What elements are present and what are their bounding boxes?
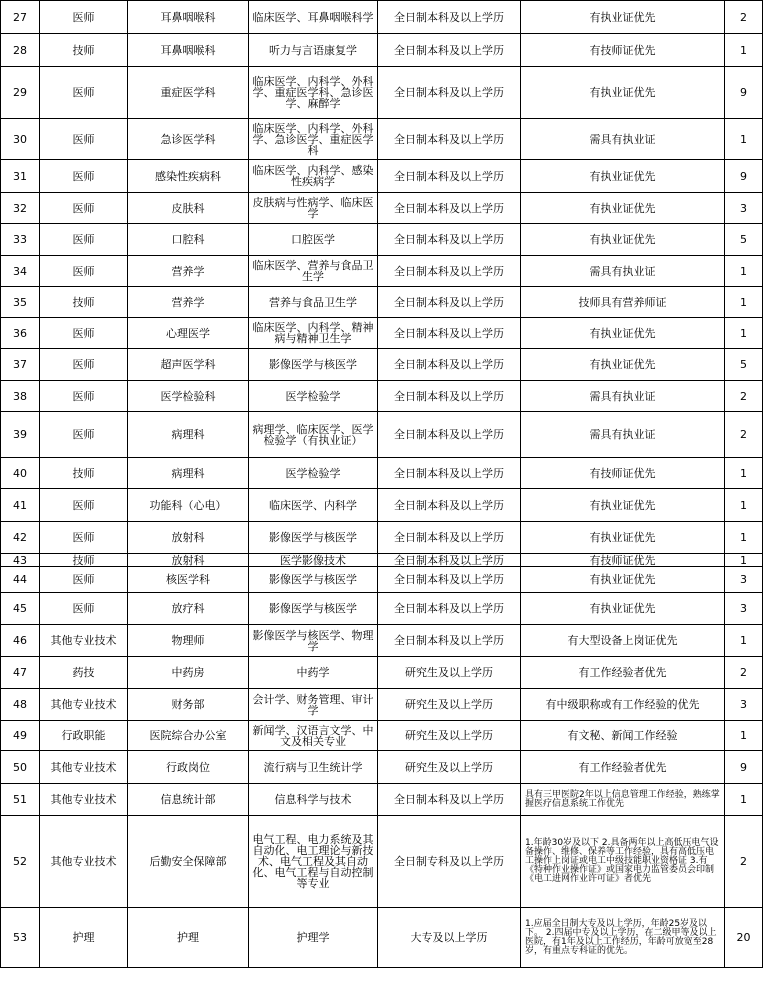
- department-cell: 耳鼻咽喉科: [128, 1, 249, 34]
- row-number-cell: 49: [1, 721, 40, 751]
- other-requirement-cell: 有执业证优先: [521, 567, 725, 593]
- position-type-cell: 医师: [40, 224, 128, 256]
- table-row: [1, 458, 763, 489]
- headcount-cell: 1: [725, 287, 763, 318]
- headcount-cell: 1: [725, 721, 763, 751]
- other-requirement-cell: 有大型设备上岗证优先: [521, 625, 725, 657]
- education-requirement-cell: 全日制本科及以上学历: [378, 489, 521, 522]
- other-requirement-cell: 有执业证优先: [521, 593, 725, 625]
- other-requirement-cell: 需具有执业证: [521, 412, 725, 458]
- education-requirement-cell: 全日制本科及以上学历: [378, 567, 521, 593]
- major-requirement-cell: 临床医学、耳鼻咽喉科学: [249, 1, 378, 34]
- department-cell: 财务部: [128, 689, 249, 721]
- position-type-cell: 其他专业技术: [40, 784, 128, 816]
- table-row: [1, 689, 763, 721]
- row-number-cell: 47: [1, 657, 40, 689]
- department-cell: 放射科: [128, 554, 249, 567]
- position-type-cell: 医师: [40, 1, 128, 34]
- education-requirement-cell: 全日制专科及以上学历: [378, 816, 521, 908]
- major-requirement-cell: 口腔医学: [249, 224, 378, 256]
- row-number-cell: 41: [1, 489, 40, 522]
- department-cell: 医院综合办公室: [128, 721, 249, 751]
- headcount-cell: 3: [725, 593, 763, 625]
- other-requirement-cell: 有执业证优先: [521, 318, 725, 349]
- table-row: [1, 34, 763, 67]
- other-requirement-cell: 有执业证优先: [521, 522, 725, 554]
- department-cell: 重症医学科: [128, 67, 249, 119]
- row-number-cell: 44: [1, 567, 40, 593]
- headcount-cell: 1: [725, 625, 763, 657]
- table-row: [1, 593, 763, 625]
- headcount-cell: 1: [725, 119, 763, 160]
- table-row: [1, 287, 763, 318]
- headcount-cell: 1: [725, 318, 763, 349]
- major-requirement-cell: 影像医学与核医学: [249, 567, 378, 593]
- education-requirement-cell: 全日制本科及以上学历: [378, 256, 521, 287]
- department-cell: 后勤安全保障部: [128, 816, 249, 908]
- education-requirement-cell: 研究生及以上学历: [378, 689, 521, 721]
- department-cell: 核医学科: [128, 567, 249, 593]
- other-requirement-cell: 技师具有营养师证: [521, 287, 725, 318]
- education-requirement-cell: 全日制本科及以上学历: [378, 625, 521, 657]
- major-requirement-cell: 会计学、财务管理、审计学: [249, 689, 378, 721]
- department-cell: 心理医学: [128, 318, 249, 349]
- education-requirement-cell: 全日制本科及以上学历: [378, 349, 521, 381]
- department-cell: 信息统计部: [128, 784, 249, 816]
- table-row: [1, 381, 763, 412]
- headcount-cell: 2: [725, 657, 763, 689]
- department-cell: 耳鼻咽喉科: [128, 34, 249, 67]
- row-number-cell: 50: [1, 751, 40, 784]
- position-type-cell: 医师: [40, 119, 128, 160]
- major-requirement-cell: 医学检验学: [249, 458, 378, 489]
- headcount-cell: 5: [725, 224, 763, 256]
- headcount-cell: 2: [725, 816, 763, 908]
- department-cell: 超声医学科: [128, 349, 249, 381]
- other-requirement-cell: 具有三甲医院2年以上信息管理工作经验，熟练掌握医疗信息系统工作优先: [521, 784, 725, 816]
- major-requirement-cell: 听力与言语康复学: [249, 34, 378, 67]
- major-requirement-cell: 信息科学与技术: [249, 784, 378, 816]
- education-requirement-cell: 全日制本科及以上学历: [378, 160, 521, 193]
- row-number-cell: 42: [1, 522, 40, 554]
- education-requirement-cell: 全日制本科及以上学历: [378, 318, 521, 349]
- headcount-cell: 9: [725, 67, 763, 119]
- education-requirement-cell: 研究生及以上学历: [378, 721, 521, 751]
- position-type-cell: 技师: [40, 458, 128, 489]
- position-type-cell: 医师: [40, 381, 128, 412]
- major-requirement-cell: 临床医学、内科学: [249, 489, 378, 522]
- education-requirement-cell: 全日制本科及以上学历: [378, 784, 521, 816]
- other-requirement-cell: 有中级职称或有工作经验的优先: [521, 689, 725, 721]
- major-requirement-cell: 医学检验学: [249, 381, 378, 412]
- headcount-cell: 1: [725, 784, 763, 816]
- major-requirement-cell: 医学影像技术: [249, 554, 378, 567]
- headcount-cell: 1: [725, 554, 763, 567]
- table-row: [1, 160, 763, 193]
- table-row: [1, 657, 763, 689]
- department-cell: 行政岗位: [128, 751, 249, 784]
- headcount-cell: 3: [725, 567, 763, 593]
- other-requirement-cell: 有执业证优先: [521, 349, 725, 381]
- department-cell: 中药房: [128, 657, 249, 689]
- headcount-cell: 2: [725, 381, 763, 412]
- other-requirement-cell: 需具有执业证: [521, 119, 725, 160]
- other-requirement-cell: 1.应届全日制大专及以上学历，年龄25岁及以下。 2.四届中专及以上学历，在二级甲等及以上医院，有1年及以上工作经历，年龄可放宽至28岁，有重点专科证的优先。: [521, 908, 725, 968]
- major-requirement-cell: 影像医学与核医学: [249, 522, 378, 554]
- table-row: [1, 1, 763, 34]
- position-type-cell: 其他专业技术: [40, 689, 128, 721]
- table-row: [1, 224, 763, 256]
- position-type-cell: 护理: [40, 908, 128, 968]
- row-number-cell: 43: [1, 554, 40, 567]
- major-requirement-cell: 新闻学、汉语言文学、中文及相关专业: [249, 721, 378, 751]
- major-requirement-cell: 皮肤病与性病学、临床医学: [249, 193, 378, 224]
- department-cell: 急诊医学科: [128, 119, 249, 160]
- position-type-cell: 医师: [40, 67, 128, 119]
- row-number-cell: 45: [1, 593, 40, 625]
- education-requirement-cell: 全日制本科及以上学历: [378, 67, 521, 119]
- row-number-cell: 31: [1, 160, 40, 193]
- row-number-cell: 52: [1, 816, 40, 908]
- major-requirement-cell: 临床医学、内科学、精神病与精神卫生学: [249, 318, 378, 349]
- row-number-cell: 35: [1, 287, 40, 318]
- row-number-cell: 30: [1, 119, 40, 160]
- headcount-cell: 2: [725, 1, 763, 34]
- table-row: [1, 119, 763, 160]
- other-requirement-cell: 有执业证优先: [521, 1, 725, 34]
- row-number-cell: 51: [1, 784, 40, 816]
- education-requirement-cell: 全日制本科及以上学历: [378, 412, 521, 458]
- education-requirement-cell: 全日制本科及以上学历: [378, 554, 521, 567]
- education-requirement-cell: 大专及以上学历: [378, 908, 521, 968]
- other-requirement-cell: 需具有执业证: [521, 381, 725, 412]
- headcount-cell: 1: [725, 458, 763, 489]
- department-cell: 护理: [128, 908, 249, 968]
- position-type-cell: 医师: [40, 489, 128, 522]
- table-row: [1, 784, 763, 816]
- row-number-cell: 38: [1, 381, 40, 412]
- headcount-cell: 9: [725, 751, 763, 784]
- headcount-cell: 2: [725, 412, 763, 458]
- other-requirement-cell: 有执业证优先: [521, 224, 725, 256]
- major-requirement-cell: 病理学、临床医学、医学检验学（有执业证）: [249, 412, 378, 458]
- table-row: [1, 625, 763, 657]
- row-number-cell: 34: [1, 256, 40, 287]
- major-requirement-cell: 流行病与卫生统计学: [249, 751, 378, 784]
- table-body: [1, 1, 763, 968]
- table-row: [1, 751, 763, 784]
- other-requirement-cell: 有执业证优先: [521, 67, 725, 119]
- row-number-cell: 28: [1, 34, 40, 67]
- education-requirement-cell: 全日制本科及以上学历: [378, 593, 521, 625]
- table-row: [1, 554, 763, 567]
- headcount-cell: 5: [725, 349, 763, 381]
- major-requirement-cell: 临床医学、营养与食品卫生学: [249, 256, 378, 287]
- other-requirement-cell: 有执业证优先: [521, 160, 725, 193]
- headcount-cell: 3: [725, 689, 763, 721]
- headcount-cell: 1: [725, 34, 763, 67]
- major-requirement-cell: 临床医学、内科学、感染性疾病学: [249, 160, 378, 193]
- other-requirement-cell: 有文秘、新闻工作经验: [521, 721, 725, 751]
- other-requirement-cell: 有技师证优先: [521, 554, 725, 567]
- education-requirement-cell: 全日制本科及以上学历: [378, 193, 521, 224]
- row-number-cell: 53: [1, 908, 40, 968]
- department-cell: 功能科（心电）: [128, 489, 249, 522]
- position-type-cell: 医师: [40, 567, 128, 593]
- major-requirement-cell: 影像医学与核医学: [249, 349, 378, 381]
- table-row: [1, 522, 763, 554]
- row-number-cell: 40: [1, 458, 40, 489]
- education-requirement-cell: 全日制本科及以上学历: [378, 522, 521, 554]
- position-type-cell: 技师: [40, 554, 128, 567]
- headcount-cell: 1: [725, 522, 763, 554]
- position-type-cell: 其他专业技术: [40, 625, 128, 657]
- other-requirement-cell: 有工作经验者优先: [521, 751, 725, 784]
- department-cell: 物理师: [128, 625, 249, 657]
- education-requirement-cell: 全日制本科及以上学历: [378, 224, 521, 256]
- table-row: [1, 349, 763, 381]
- headcount-cell: 1: [725, 256, 763, 287]
- education-requirement-cell: 研究生及以上学历: [378, 751, 521, 784]
- table-row: [1, 318, 763, 349]
- row-number-cell: 46: [1, 625, 40, 657]
- table-row: [1, 193, 763, 224]
- major-requirement-cell: 营养与食品卫生学: [249, 287, 378, 318]
- department-cell: 口腔科: [128, 224, 249, 256]
- other-requirement-cell: 1.年龄30岁及以下 2.具备两年以上高低压电气设备操作、维修、保养等工作经验，具有高低压电工操作上岗证或电工中级技能职业资格证 3.有《特种作业操作证》或国家电力监管委员会印制《电工进网作业许可证》者优先: [521, 816, 725, 908]
- table-row: [1, 721, 763, 751]
- education-requirement-cell: 全日制本科及以上学历: [378, 458, 521, 489]
- department-cell: 放疗科: [128, 593, 249, 625]
- position-type-cell: 医师: [40, 160, 128, 193]
- major-requirement-cell: 影像医学与核医学、物理学: [249, 625, 378, 657]
- position-type-cell: 医师: [40, 349, 128, 381]
- position-type-cell: 医师: [40, 593, 128, 625]
- department-cell: 营养学: [128, 256, 249, 287]
- position-type-cell: 医师: [40, 193, 128, 224]
- headcount-cell: 9: [725, 160, 763, 193]
- education-requirement-cell: 全日制本科及以上学历: [378, 287, 521, 318]
- other-requirement-cell: 有执业证优先: [521, 489, 725, 522]
- other-requirement-cell: 有技师证优先: [521, 458, 725, 489]
- row-number-cell: 32: [1, 193, 40, 224]
- major-requirement-cell: 影像医学与核医学: [249, 593, 378, 625]
- table-row: [1, 256, 763, 287]
- headcount-cell: 1: [725, 489, 763, 522]
- department-cell: 放射科: [128, 522, 249, 554]
- table-row: [1, 816, 763, 908]
- table-row: [1, 489, 763, 522]
- education-requirement-cell: 全日制本科及以上学历: [378, 381, 521, 412]
- department-cell: 病理科: [128, 412, 249, 458]
- position-type-cell: 药技: [40, 657, 128, 689]
- position-type-cell: 医师: [40, 318, 128, 349]
- position-type-cell: 医师: [40, 256, 128, 287]
- position-type-cell: 行政职能: [40, 721, 128, 751]
- other-requirement-cell: 有工作经验者优先: [521, 657, 725, 689]
- row-number-cell: 27: [1, 1, 40, 34]
- row-number-cell: 39: [1, 412, 40, 458]
- department-cell: 医学检验科: [128, 381, 249, 412]
- position-type-cell: 其他专业技术: [40, 816, 128, 908]
- table-row: [1, 412, 763, 458]
- table-row: [1, 67, 763, 119]
- position-type-cell: 其他专业技术: [40, 751, 128, 784]
- row-number-cell: 36: [1, 318, 40, 349]
- department-cell: 病理科: [128, 458, 249, 489]
- major-requirement-cell: 中药学: [249, 657, 378, 689]
- major-requirement-cell: 护理学: [249, 908, 378, 968]
- major-requirement-cell: 电气工程、电力系统及其自动化、电工理论与新技术、电气工程及其自动化、电气工程与自动控制等专业: [249, 816, 378, 908]
- table-row: [1, 567, 763, 593]
- department-cell: 皮肤科: [128, 193, 249, 224]
- position-type-cell: 医师: [40, 522, 128, 554]
- other-requirement-cell: 有执业证优先: [521, 193, 725, 224]
- row-number-cell: 33: [1, 224, 40, 256]
- other-requirement-cell: 需具有执业证: [521, 256, 725, 287]
- row-number-cell: 48: [1, 689, 40, 721]
- major-requirement-cell: 临床医学、内科学、外科学、急诊医学、重症医学科: [249, 119, 378, 160]
- headcount-cell: 20: [725, 908, 763, 968]
- education-requirement-cell: 全日制本科及以上学历: [378, 1, 521, 34]
- department-cell: 营养学: [128, 287, 249, 318]
- other-requirement-cell: 有技师证优先: [521, 34, 725, 67]
- education-requirement-cell: 研究生及以上学历: [378, 657, 521, 689]
- position-type-cell: 技师: [40, 34, 128, 67]
- position-type-cell: 医师: [40, 412, 128, 458]
- headcount-cell: 3: [725, 193, 763, 224]
- table-row: [1, 908, 763, 968]
- education-requirement-cell: 全日制本科及以上学历: [378, 119, 521, 160]
- row-number-cell: 37: [1, 349, 40, 381]
- position-type-cell: 技师: [40, 287, 128, 318]
- department-cell: 感染性疾病科: [128, 160, 249, 193]
- major-requirement-cell: 临床医学、内科学、外科学、重症医学科、急诊医学、麻醉学: [249, 67, 378, 119]
- row-number-cell: 29: [1, 67, 40, 119]
- education-requirement-cell: 全日制本科及以上学历: [378, 34, 521, 67]
